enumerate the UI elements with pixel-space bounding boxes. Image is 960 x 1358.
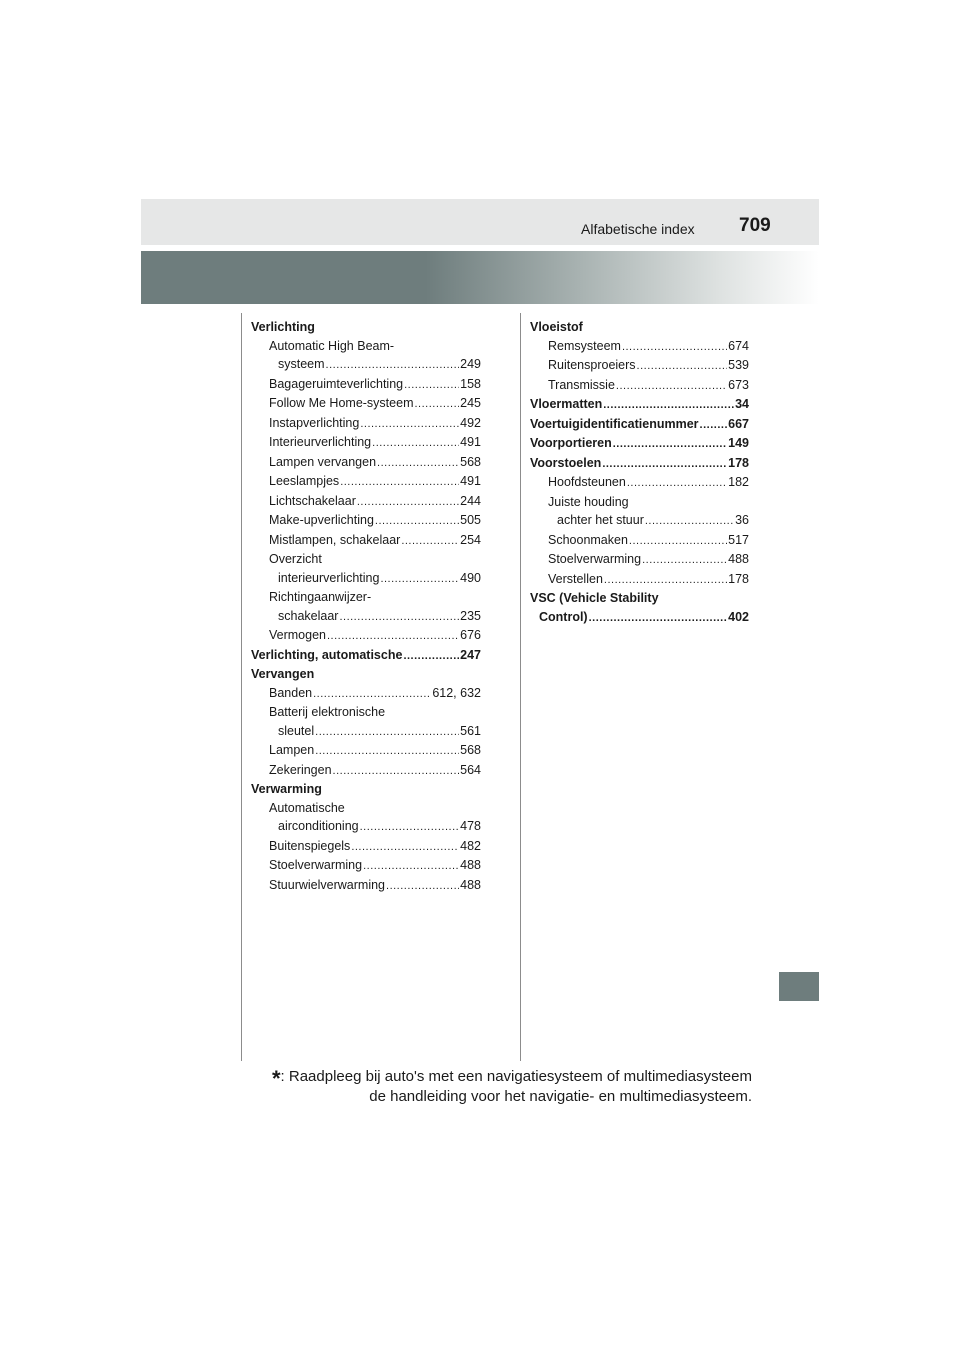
dot-leader (357, 493, 459, 512)
index-entry (251, 511, 481, 531)
index-entry-label: Voertuigidentificatienummer (530, 416, 699, 431)
dot-leader (333, 762, 460, 781)
index-entry (251, 414, 481, 434)
index-entry-label: Vervangen (251, 667, 315, 681)
index-entry-page: 491 (460, 474, 481, 488)
index-entry-label: Voorportieren (530, 436, 612, 450)
footnote-line-2: de handleiding voor het navigatie- en multimediasysteem. (369, 1088, 752, 1105)
index-entry-label: sleutel (278, 723, 315, 738)
dot-leader (602, 455, 727, 474)
dot-leader (386, 877, 459, 896)
dot-leader (622, 338, 727, 357)
index-entry (530, 589, 749, 608)
index-entry-label: Juiste houding (548, 494, 629, 509)
dot-leader (403, 647, 459, 666)
index-entry-label: Stoelverwarming (548, 552, 642, 566)
dot-leader (603, 396, 734, 415)
index-entry (251, 337, 481, 356)
index-entry-page: 568 (460, 454, 481, 469)
index-entry-page: 36 (735, 513, 749, 527)
index-entry-label: Stoelverwarming (269, 858, 363, 872)
index-entry (251, 607, 481, 627)
index-entry-label: interieurverlichting (278, 570, 380, 585)
dot-leader (315, 742, 459, 761)
index-entry-page: 182 (728, 475, 749, 489)
index-entry-page: 667 (728, 416, 749, 431)
index-entry-page: 235 (460, 608, 481, 623)
index-entry (251, 626, 481, 646)
dot-leader (360, 415, 459, 434)
index-entry-label: Vloeistof (530, 320, 583, 334)
index-entry-label: Lichtschakelaar (269, 493, 356, 508)
index-entry (251, 492, 481, 512)
index-entry-page: 478 (460, 819, 481, 833)
index-entry (251, 646, 481, 666)
index-entry (251, 817, 481, 837)
index-entry (251, 722, 481, 742)
index-entry-page: 490 (460, 570, 481, 585)
index-entry (251, 375, 481, 395)
index-entry (251, 550, 481, 569)
index-entry (251, 837, 481, 857)
index-entry-page: 492 (460, 415, 481, 430)
index-entry-label: Schoonmaken (548, 532, 628, 547)
index-entry-label: Richtingaanwijzer- (269, 590, 372, 604)
section-title: Alfabetische index (581, 221, 695, 237)
index-entry-page: 564 (460, 762, 481, 777)
index-entry (251, 799, 481, 818)
index-entry (251, 318, 481, 337)
index-column-1 (251, 318, 481, 895)
index-entry-label: achter het stuur (557, 513, 644, 527)
index-entry-page: 482 (460, 838, 481, 853)
footnote-line-1 (262, 1064, 752, 1091)
index-entry-label: Verlichting (251, 320, 315, 334)
index-entry-label: Stuurwielverwarming (269, 877, 386, 892)
index-entry-label: airconditioning (278, 819, 359, 833)
index-entry (251, 531, 481, 551)
page-number: 709 (739, 215, 771, 236)
index-entry-label: Voorstoelen (530, 455, 602, 470)
index-entry (530, 511, 749, 531)
chapter-side-tab (779, 972, 819, 1001)
dot-leader (363, 857, 459, 876)
index-entry-label: Bagageruimteverlichting (269, 376, 404, 391)
dot-leader (414, 395, 459, 414)
index-entry-label: Transmissie (548, 377, 615, 392)
index-entry-page: 247 (460, 647, 481, 662)
index-entry-label: Vloermatten (530, 397, 603, 411)
chapter-gradient-bar (141, 251, 819, 304)
header-band (141, 199, 819, 245)
index-entry-page: 676 (460, 628, 481, 642)
index-entry-page: 488 (728, 552, 749, 566)
dot-leader (645, 512, 734, 531)
index-entry-label: Automatic High Beam- (269, 338, 395, 353)
index-entry-page: 34 (735, 397, 749, 411)
index-entry (251, 741, 481, 761)
index-column-2 (530, 318, 749, 627)
footnote (262, 1064, 752, 1107)
dot-leader (616, 377, 727, 396)
index-entry-label: Lampen (269, 743, 315, 757)
dot-leader (326, 356, 460, 375)
index-entry-page: 244 (460, 493, 481, 508)
index-entry-label: Make-upverlichting (269, 513, 374, 527)
index-entry-label: Follow Me Home-systeem (269, 396, 414, 410)
index-entry-label: VSC (Vehicle Stability (530, 591, 659, 605)
index-entry-label: Verlichting, automatische (251, 647, 403, 662)
index-entry (251, 876, 481, 896)
index-entry (530, 356, 749, 376)
dot-leader (315, 723, 459, 742)
index-entry (251, 569, 481, 589)
index-entry-label: Verwarming (251, 782, 322, 796)
index-entry-label: Buitenspiegels (269, 838, 351, 853)
index-entry (251, 684, 481, 704)
dot-leader (340, 473, 459, 492)
index-entry (530, 415, 749, 435)
index-entry (530, 493, 749, 512)
dot-leader (642, 551, 727, 570)
index-entry (530, 608, 749, 628)
dot-leader (700, 416, 728, 435)
index-entry (530, 337, 749, 357)
index-entry (530, 473, 749, 493)
index-entry-page: 674 (728, 338, 749, 353)
index-entry-label: Banden (269, 685, 313, 700)
index-entry (530, 550, 749, 570)
index-entry-page: 254 (460, 532, 481, 547)
index-entry-label: Hoofdsteunen (548, 475, 626, 489)
index-entry-label: Overzicht (269, 552, 322, 566)
dot-leader (327, 627, 459, 646)
index-entry-page: 612, 632 (432, 685, 481, 700)
index-entry-page: 539 (728, 358, 749, 372)
index-entry-page: 149 (728, 436, 749, 450)
dot-leader (589, 609, 728, 628)
index-entry (251, 761, 481, 781)
index-entry-page: 568 (460, 743, 481, 757)
index-entry-page: 178 (728, 571, 749, 586)
dot-leader (377, 454, 459, 473)
dot-leader (351, 838, 459, 857)
index-entry-page: 561 (460, 723, 481, 738)
footnote-marker: * (271, 1066, 281, 1091)
index-entry-label: Lampen vervangen (269, 454, 377, 469)
index-entry-label: Mistlampen, schakelaar (269, 532, 401, 547)
dot-leader (604, 571, 727, 590)
dot-leader (404, 376, 459, 395)
dot-leader (627, 474, 727, 493)
index-entry-page: 673 (728, 377, 749, 392)
index-entry-label: Batterij elektronische (269, 705, 386, 719)
index-entry (251, 394, 481, 414)
index-entry-page: 488 (460, 877, 481, 892)
index-entry-page: 249 (460, 357, 481, 371)
dot-leader (372, 434, 459, 453)
dot-leader (637, 357, 728, 376)
dot-leader (401, 532, 459, 551)
index-entry (251, 472, 481, 492)
index-entry (530, 531, 749, 551)
index-entry (530, 570, 749, 590)
index-entry (251, 665, 481, 684)
index-entry (251, 588, 481, 607)
dot-leader (613, 435, 727, 454)
index-entry-page: 491 (460, 435, 481, 449)
index-entry-page: 505 (460, 513, 481, 527)
index-entry-page: 245 (460, 396, 481, 410)
index-entry-page: 158 (460, 376, 481, 391)
column-rule-middle (520, 313, 521, 1061)
index-entry-label: Zekeringen (269, 762, 332, 777)
index-entry (251, 453, 481, 473)
dot-leader (629, 532, 727, 551)
column-rule-left (241, 313, 242, 1061)
index-entry-label: Vermogen (269, 628, 326, 642)
index-entry-label: Verstellen (548, 571, 603, 586)
index-entry (530, 395, 749, 415)
index-entry (530, 318, 749, 337)
index-entry-label: Remsysteem (548, 338, 621, 353)
dot-leader (339, 608, 459, 627)
index-entry-label: Instapverlichting (269, 415, 360, 430)
index-entry (251, 355, 481, 375)
index-entry (251, 856, 481, 876)
dot-leader (360, 818, 460, 837)
dot-leader (375, 512, 459, 531)
index-entry (251, 703, 481, 722)
index-entry-label: schakelaar (278, 608, 339, 623)
footnote-text-1: : Raadpleeg bij auto's met een navigatiesysteem of multimediasysteem (280, 1068, 752, 1085)
index-entry-page: 178 (728, 455, 749, 470)
index-entry (530, 434, 749, 454)
index-entry-page: 402 (728, 609, 749, 624)
index-entry (251, 433, 481, 453)
index-entry (251, 780, 481, 799)
index-entry-label: Control) (539, 609, 588, 624)
index-entry-label: systeem (278, 357, 325, 371)
index-entry (530, 376, 749, 396)
index-entry-label: Interieurverlichting (269, 435, 372, 449)
index-entry (530, 454, 749, 474)
index-entry-page: 488 (460, 858, 481, 872)
index-entry-label: Leeslampjes (269, 474, 340, 488)
dot-leader (313, 685, 431, 704)
index-entry-label: Automatische (269, 800, 345, 815)
index-entry-label: Ruitensproeiers (548, 358, 636, 372)
dot-leader (380, 570, 459, 589)
index-entry-page: 517 (728, 532, 749, 547)
